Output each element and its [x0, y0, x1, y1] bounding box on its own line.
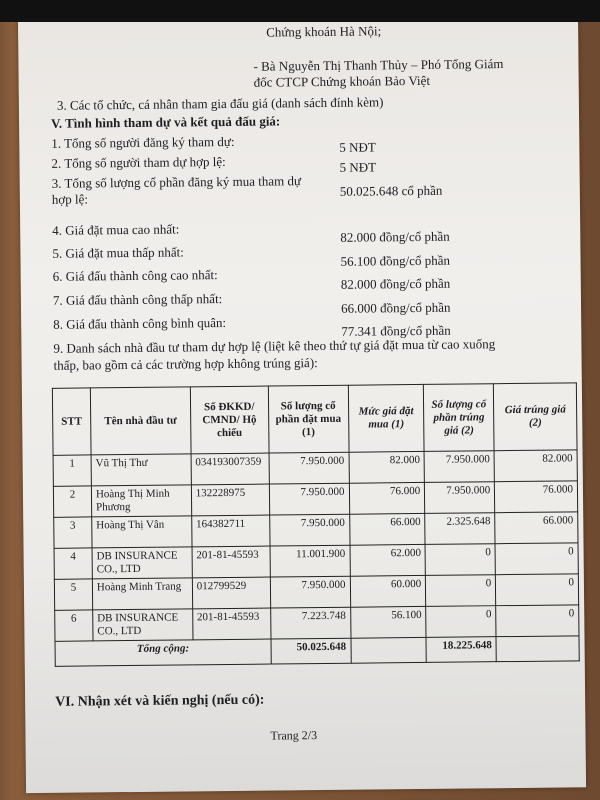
item-8-value: 77.341 đồng/cổ phần [341, 322, 451, 339]
header-line-3: đốc CTCP Chứng khoán Bảo Việt [253, 72, 431, 90]
item-7-value: 66.000 đồng/cổ phần [340, 299, 451, 316]
total-qty: 50.025.648 [271, 638, 351, 664]
cell-qty: 11.001.900 [270, 545, 350, 577]
document-page [18, 0, 586, 793]
cell-name: Hoàng Thị Vân [92, 516, 192, 548]
item-2-label: 2. Tổng số người tham dự hợp lệ: [51, 153, 226, 171]
cell-id: 164382711 [191, 515, 269, 547]
cell-qty: 7.950.000 [269, 514, 349, 546]
cell-bid-price: 82.000 [349, 451, 425, 483]
header-line-1: Chứng khoán Hà Nội; [266, 23, 382, 40]
cell-bid-price: 62.000 [350, 544, 426, 576]
cell-won-qty: 7.950.000 [425, 482, 495, 514]
table-total-row [55, 636, 579, 666]
col-header-won-qty: Số lượng cổ phần trúng giá (2) [424, 384, 495, 452]
header-line-2: - Bà Nguyễn Thị Thanh Thủy – Phó Tổng Giám [253, 56, 504, 74]
col-header-id: Số ĐKKD/ CMND/ Hộ chiếu [190, 386, 269, 454]
item-3-value: 50.025.648 cổ phần [339, 182, 443, 199]
item-6-label: 6. Giá đấu thành công cao nhất: [52, 267, 218, 284]
total-empty-cell [351, 637, 427, 663]
cell-bid-price: 56.100 [350, 606, 426, 638]
cell-qty: 7.950.000 [270, 576, 350, 608]
item-1-label: 1. Tổng số người đăng ký tham dự: [51, 133, 235, 151]
cell-stt: 3 [54, 517, 92, 548]
page-number: Trang 2/3 [270, 728, 318, 743]
cell-stt: 6 [55, 610, 93, 641]
cell-stt: 2 [53, 486, 91, 517]
cell-won-price: 0 [496, 574, 579, 606]
cell-bid-price: 66.000 [349, 513, 425, 545]
header-line-4: 3. Các tổ chức, cá nhân tham gia đấu giá (danh sách đính kèm) [56, 94, 384, 113]
cell-won-price: 0 [496, 605, 579, 637]
cell-bid-price: 76.000 [349, 482, 425, 514]
item-6-value: 82.000 đồng/cổ phần [340, 275, 451, 292]
item-5-label: 5. Giá đặt mua thấp nhất: [52, 244, 184, 261]
cell-id: 132228975 [191, 484, 269, 516]
item-5-value: 56.100 đồng/cổ phần [340, 252, 451, 269]
cell-won-price: 66.000 [495, 512, 578, 544]
item-1-value: 5 NĐT [339, 139, 376, 155]
cell-won-price: 82.000 [494, 450, 577, 482]
status-bar [0, 0, 600, 22]
col-header-name: Tên nhà đầu tư [90, 387, 191, 455]
cell-won-qty: 0 [426, 575, 496, 607]
col-header-won-price: Giá trúng giá (2) [494, 383, 577, 451]
section-5-title: V. Tình hình tham dự và kết quả đấu giá: [51, 113, 281, 131]
cell-name: Hoàng Thị Minh Phương [91, 485, 191, 517]
cell-id: 201-81-45593 [192, 546, 270, 578]
cell-name: DB INSURANCE CO., LTD [93, 609, 193, 641]
item-9-line-2: thấp, bao gồm cả các trường hợp không trúng giá): [53, 355, 318, 373]
item-7-label: 7. Giá đấu thành công thấp nhất: [52, 291, 223, 308]
table-header-row [52, 383, 577, 455]
item-8-label: 8. Giá đấu thành công bình quân: [53, 315, 227, 332]
section-6-title: VI. Nhận xét và kiến nghị (nếu có): [55, 692, 265, 710]
item-3-label: 3. Tổng số lượng cổ phần đăng ký mua tham dự [51, 173, 302, 191]
cell-qty: 7.223.748 [270, 607, 350, 639]
item-2-value: 5 NĐT [339, 159, 377, 175]
cell-id: 034193007359 [191, 453, 269, 485]
item-4-label: 4. Giá đặt mua cao nhất: [52, 221, 180, 238]
cell-won-price: 76.000 [495, 481, 578, 513]
total-label: Tổng cộng: [55, 639, 271, 666]
cell-stt: 1 [53, 455, 91, 486]
col-header-bid-price: Mức giá đặt mua (1) [348, 384, 424, 452]
cell-name: Hoàng Minh Trang [92, 578, 192, 610]
total-won-qty: 18.225.648 [426, 637, 496, 663]
cell-name: DB INSURANCE CO., LTD [92, 547, 192, 579]
cell-qty: 7.950.000 [269, 452, 349, 484]
investor-table [52, 382, 580, 666]
cell-stt: 5 [54, 579, 92, 610]
cell-won-price: 0 [495, 543, 578, 575]
cell-stt: 4 [54, 548, 92, 579]
col-header-stt: STT [52, 388, 91, 455]
cell-won-qty: 0 [425, 544, 495, 576]
col-header-qty: Số lượng cổ phần đặt mua (1) [268, 385, 349, 453]
cell-won-qty: 2.325.648 [425, 513, 495, 545]
cell-qty: 7.950.000 [269, 483, 349, 515]
item-3-label-2: hợp lệ: [51, 191, 89, 207]
cell-won-qty: 0 [426, 606, 496, 638]
cell-id: 012799529 [192, 577, 270, 609]
cell-name: Vũ Thị Thư [91, 454, 191, 486]
item-4-value: 82.000 đồng/cổ phần [340, 228, 450, 245]
total-empty-cell [496, 636, 579, 662]
cell-id: 201-81-45593 [192, 608, 270, 640]
cell-won-qty: 7.950.000 [424, 451, 494, 483]
item-9-line-1: 9. Danh sách nhà đầu tư tham dự hợp lệ (liệt kê theo thứ tự giá đặt mua từ cao xuống [53, 336, 496, 356]
cell-bid-price: 60.000 [350, 575, 426, 607]
